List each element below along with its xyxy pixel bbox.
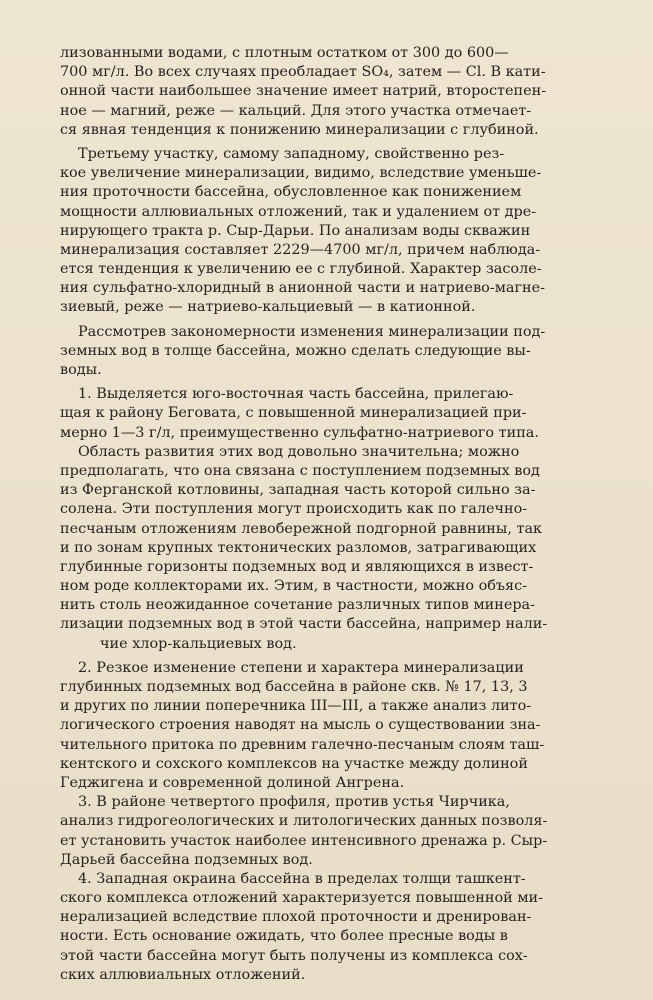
text-line: ное — магний, реже — кальций. Для этого участка отмечает-	[60, 102, 532, 119]
text-line: Дарьей бассейна подземных вод.	[60, 851, 313, 868]
text-line: песчаным отложениям левобережной подгорной равнины, так	[60, 520, 543, 537]
text-line: минерализация составляет 2229—4700 мг/л, причем наблюда-	[60, 241, 541, 258]
text-line: Область развития этих вод довольно значительна; можно	[78, 443, 520, 460]
text-line: ния проточности бассейна, обусловленное как понижением	[60, 184, 522, 201]
text-line: ном роде коллекторами их. Этим, в частности, можно объяс-	[60, 578, 528, 595]
text-line: кое увеличение минерализации, видимо, вследствие уменьше-	[60, 165, 542, 182]
paragraph-3	[60, 323, 610, 381]
text-line: мерно 1—3 г/л, преимущественно сульфатно-натриевого типа.	[60, 424, 539, 441]
text-line: воды.	[60, 362, 102, 378]
text-line: и других по линии поперечника III—III, а также анализ лито-	[60, 698, 532, 715]
text-line: Геджигена и современной долиной Ангрена.	[60, 774, 405, 791]
text-line: глубинные горизонты подземных вод и являющихся в извест-	[60, 558, 534, 575]
text-line: и по зонам крупных тектонических разломов, затрагивающих	[60, 539, 537, 556]
text-line: чие хлор-кальциевых вод.	[100, 635, 297, 652]
text-line: нирующего тракта р. Сыр-Дарьи. По анализам воды скважин	[60, 222, 531, 239]
text-line: анализ гидрогеологических и литологических данных позволя-	[60, 813, 548, 830]
text-line: земных вод в толще бассейна, можно сделать следующие вы-	[60, 342, 531, 359]
paragraph-1	[60, 44, 610, 140]
text-line: Третьему участку, самому западному, свойственно рез-	[78, 145, 505, 162]
text-line: онной части наибольшее значение имеет натрий, второстепен-	[60, 83, 547, 100]
text-line: ется тенденция к увеличению ее с глубиной. Характер засоле-	[60, 261, 542, 278]
text-line: Рассмотрев закономерности изменения минерализации под-	[78, 323, 546, 340]
text-line: мощности аллювиальных отложений, так и удалением от дре-	[60, 203, 537, 220]
text-line: этой части бассейна могут быть получены из комплекса сох-	[60, 947, 528, 964]
text-line: нить столь неожиданное сочетание различных типов минера-	[60, 597, 535, 614]
text-line: ния сульфатно-хлоридный в анионной части и натриево-магне-	[60, 280, 545, 297]
page-text	[60, 44, 610, 985]
text-line: ского комплекса отложений характеризуется повышенной ми-	[60, 890, 543, 907]
text-line: зиевый, реже — натриево-кальциевый — в катионной.	[60, 299, 476, 316]
paragraph-5	[60, 443, 610, 654]
text-line: 2. Резкое изменение степени и характера минерализации	[78, 659, 524, 676]
text-line: из Ферганской котловины, западная часть которой сильно за-	[60, 482, 536, 499]
text-line: чительного притока по древним галечно-песчаным слоям таш-	[60, 736, 545, 753]
text-line: 700 мг/л. Во всех случаях преобладает SO₄, затем — Cl. В кати-	[60, 64, 546, 81]
text-line: солена. Эти поступления могут происходить как по галечно-	[60, 501, 528, 518]
text-line: предполагать, что она связана с поступлением подземных вод	[60, 462, 540, 479]
text-line: кентского и сохского комплексов на участке между долиной	[60, 755, 528, 772]
paragraph-4	[60, 385, 610, 443]
text-line: 4. Западная окраина бассейна в пределах толщи ташкент-	[78, 870, 526, 887]
text-line: ет установить участок наиболее интенсивного дренажа р. Сыр-	[60, 832, 548, 849]
text-line: лизованными водами, с плотным остатком от 300 до 600—	[60, 45, 509, 61]
paragraph-2	[60, 145, 610, 318]
paragraph-8	[60, 870, 610, 985]
text-line: ся явная тенденция к понижению минерализации с глубиной.	[60, 121, 539, 138]
text-line: 3. В районе четвертого профиля, против устья Чирчика,	[78, 794, 510, 811]
text-line: ности. Есть основание ожидать, что более пресные воды в	[60, 928, 508, 945]
text-line: нерализацией вследствие плохой проточности и дренирован-	[60, 909, 532, 926]
text-line: 1. Выделяется юго-восточная часть бассейна, прилегаю-	[78, 386, 514, 403]
text-line: глубинных подземных вод бассейна в районе скв. № 17, 13, 3	[60, 679, 528, 695]
text-line: ских аллювиальных отложений.	[60, 966, 306, 983]
text-line: логического строения наводят на мысль о существовании зна-	[60, 717, 541, 734]
paragraph-6	[60, 659, 610, 793]
text-line: щая к району Беговата, с повышенной минерализацией при-	[60, 405, 527, 422]
paragraph-7	[60, 793, 610, 870]
text-line: лизации подземных вод в этой части бассейна, например нали-	[60, 616, 548, 633]
